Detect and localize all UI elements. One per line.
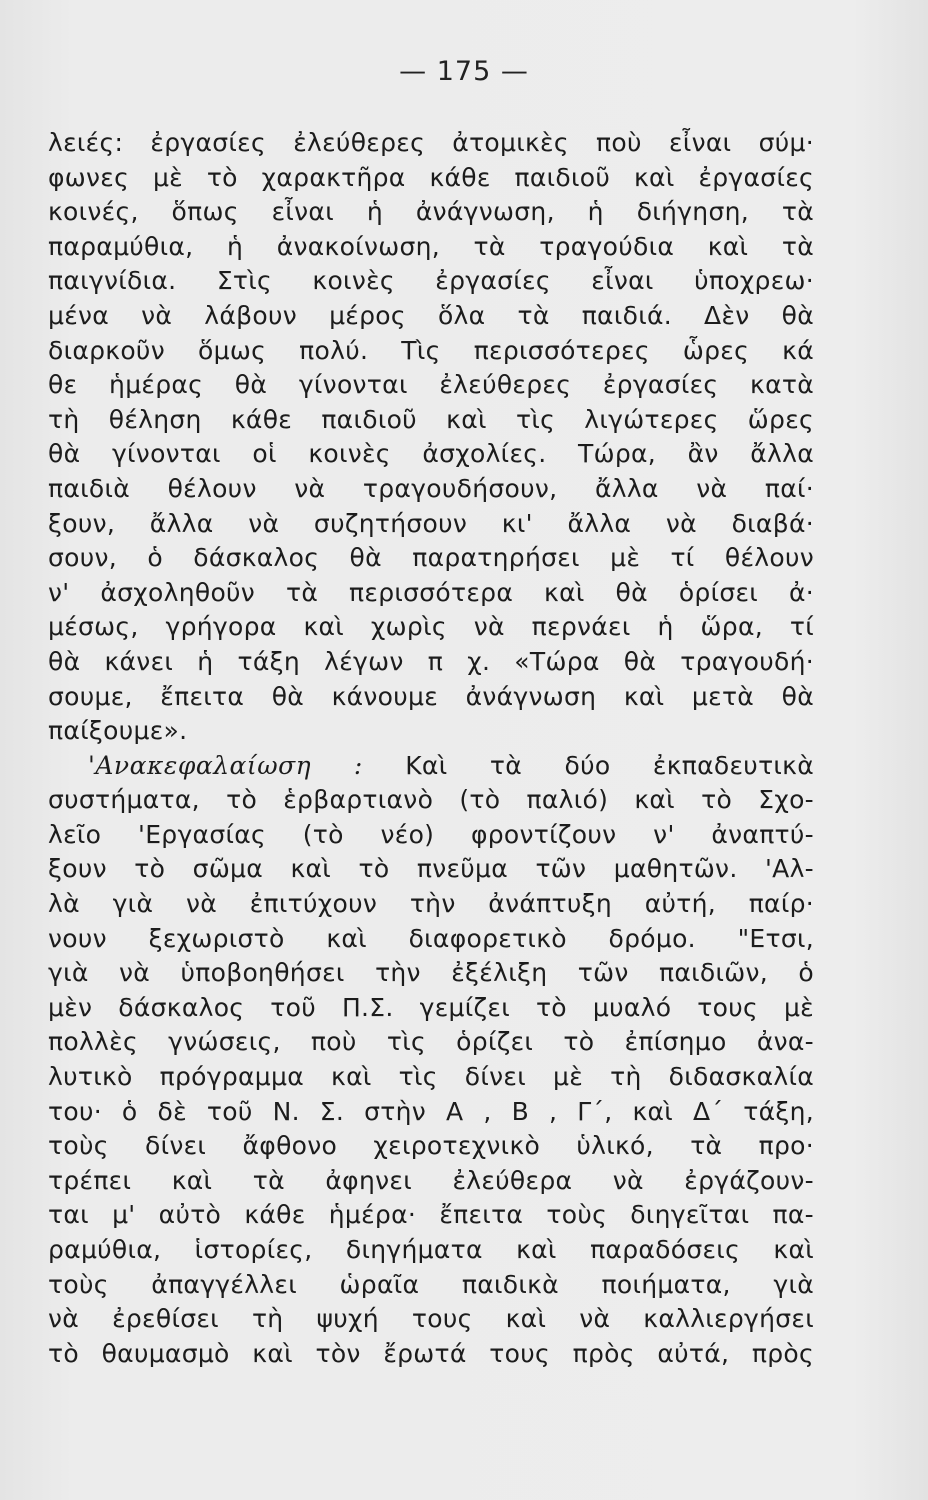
summary-line: ται μ' αὐτὸ κάθε ἡμέρα· ἔπειτα τοὺς διηγεῖται πα- — [48, 1200, 814, 1230]
text-line: ξουν, ἄλλα νὰ συζητήσουν κι' ἄλλα νὰ διαβά· — [48, 508, 814, 538]
text-line: διαρκοῦν ὅμως πολύ. Τὶς περισσότερες ὧρες κά — [48, 335, 814, 365]
text-line: κοινές, ὅπως εἶναι ἡ ἀνάγνωση, ἡ διήγηση, τὰ — [48, 197, 814, 227]
summary-line: του· ὁ δὲ τοῦ Ν. Σ. στὴν Α , Β , Γ΄, καὶ Δ΄ τάξη, — [48, 1096, 814, 1126]
paragraph-end-line: παίξουμε». — [48, 716, 188, 746]
text-line: θὰ γίνονται οἱ κοινὲς ἀσχολίες. Τώρα, ἂν ἄλλα — [48, 439, 814, 469]
summary-line: γιὰ νὰ ὑποβοηθήσει τὴν ἐξέλιξη τῶν παιδιῶν, ὁ — [48, 958, 814, 988]
summary-line: ξουν τὸ σῶμα καὶ τὸ πνεῦμα τῶν μαθητῶν. 'Αλ- — [48, 854, 814, 884]
summary-label: 'Ανακεφαλαίωση : — [88, 750, 363, 780]
text-line: σουμε, ἔπειτα θὰ κάνουμε ἀνάγνωση καὶ μετὰ θὰ — [48, 681, 814, 711]
summary-line: μὲν δάσκαλος τοῦ Π.Σ. γεμίζει τὸ μυαλό τους μὲ — [48, 992, 814, 1022]
text-line: θὰ κάνει ἡ τάξη λέγων π χ. «Τώρα θὰ τραγουδή· — [48, 646, 814, 676]
text-line: θε ἡμέρας θὰ γίνονται ἐλεύθερες ἐργασίες κατὰ — [48, 370, 814, 400]
text-line: ν' ἀσχοληθοῦν τὰ περισσότερα καὶ θὰ ὁρίσει ἀ· — [48, 577, 814, 607]
summary-line: ραμύθια, ἱστορίες, διηγήματα καὶ παραδόσεις καὶ — [48, 1235, 814, 1264]
summary-line: λὰ γιὰ νὰ ἐπιτύχουν τὴν ἀνάπτυξη αὐτή, παίρ· — [48, 889, 814, 919]
text-line: τὴ θέληση κάθε παιδιοῦ καὶ τὶς λιγώτερες ὥρες — [48, 404, 814, 434]
text-line: μέσως, γρήγορα καὶ χωρὶς νὰ περνάει ἡ ὥρα, τί — [48, 612, 814, 642]
summary-line: συστήματα, τὸ ἑρβαρτιανὸ (τὸ παλιό) καὶ τὸ Σχο- — [48, 785, 814, 815]
summary-line: νὰ ἐρεθίσει τὴ ψυχή τους καὶ νὰ καλλιεργήσει — [48, 1304, 814, 1334]
text-line: σουν, ὁ δάσκαλος θὰ παρατηρήσει μὲ τί θέλουν — [48, 543, 814, 573]
summary-line: τοὺς ἀπαγγέλλει ὡραῖα παιδικὰ ποιήματα, γιὰ — [48, 1269, 814, 1299]
text-line: παραμύθια, ἡ ἀνακοίνωση, τὰ τραγούδια καὶ τὰ — [48, 231, 814, 261]
text-line: λειές: ἐργασίες ἐλεύθερες ἀτομικὲς ποὺ εἶναι σύμ· — [48, 128, 814, 157]
text-line: παιγνίδια. Στὶς κοινὲς ἐργασίες εἶναι ὑποχρεω· — [48, 266, 814, 296]
text-line: φωνες μὲ τὸ χαρακτῆρα κάθε παιδιοῦ καὶ ἐργασίες — [48, 162, 814, 192]
summary-line: τὸ θαυμασμὸ καὶ τὸν ἔρωτά τους πρὸς αὐτά, πρὸς — [48, 1338, 814, 1368]
summary-line: νουν ξεχωριστὸ καὶ διαφορετικὸ δρόμο. "Ετσι, — [48, 923, 814, 953]
page-number: — 175 — — [399, 56, 529, 87]
body-text — [48, 126, 814, 1371]
text-line: μένα νὰ λάβουν μέρος ὅλα τὰ παιδιά. Δὲν θὰ — [48, 300, 814, 330]
summary-line: τοὺς δίνει ἄφθονο χειροτεχνικὸ ὑλικό, τὰ προ· — [48, 1131, 814, 1161]
summary-line: λεῖο 'Εργασίας (τὸ νέο) φροντίζουν ν' ἀναπτύ- — [48, 819, 814, 849]
summary-heading-line — [48, 749, 814, 784]
text-line: παιδιὰ θέλουν νὰ τραγουδήσουν, ἄλλα νὰ παί· — [48, 473, 814, 503]
summary-line: λυτικὸ πρόγραμμα καὶ τὶς δίνει μὲ τὴ διδασκαλία — [48, 1062, 814, 1092]
summary-line: τρέπει καὶ τὰ ἀφηνει ἐλεύθερα νὰ ἐργάζουν- — [48, 1165, 814, 1195]
summary-first-line-text: Καὶ τὰ δύο ἐκπαδευτικὰ — [405, 750, 814, 780]
summary-line: πολλὲς γνώσεις, ποὺ τὶς ὁρίζει τὸ ἐπίσημο ἀνα- — [48, 1027, 814, 1057]
